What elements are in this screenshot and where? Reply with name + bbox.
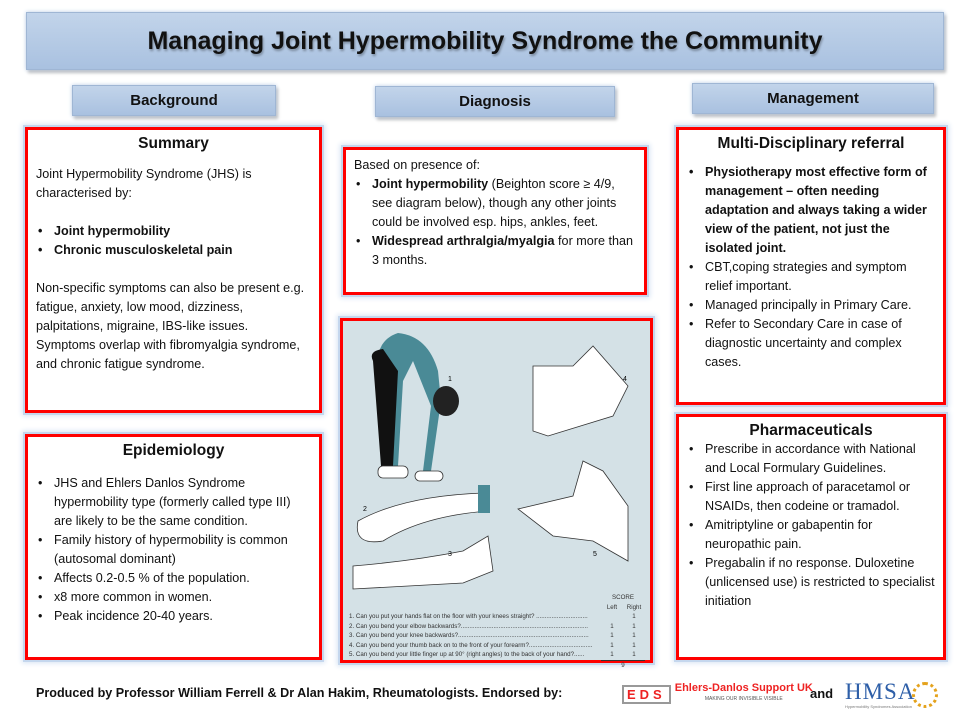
bullet-text: for more than 3 months. xyxy=(372,234,633,267)
beighton-figures xyxy=(343,321,650,591)
score-left: 1 xyxy=(610,651,614,658)
epi-bullet: • x8 more common in women. xyxy=(36,588,311,607)
epi-bullet: • Affects 0.2-0.5 % of the population. xyxy=(36,569,311,588)
summary-heading: Summary xyxy=(138,135,209,152)
epi-bullet: • JHS and Ehlers Danlos Syndrome hypermobility type (formerly called type III) are likely to be the same condition. xyxy=(36,474,311,531)
score-right: 1 xyxy=(632,641,636,649)
beighton-score-table xyxy=(349,593,645,670)
score-question: 4. Can you bend your thumb back on to the front of your forearm?..................................... xyxy=(349,641,593,649)
footer-credits: Produced by Professor William Ferrell & Dr Alan Hakim, Rheumatologists. Endorsed by: xyxy=(36,686,563,700)
score-row xyxy=(349,641,645,651)
summary-para: Non-specific symptoms can also be present e.g. fatigue, anxiety, low mood, dizziness, palpitations, migraine, IBS-like issues. xyxy=(36,281,305,333)
epidemiology-heading: Epidemiology xyxy=(122,442,225,459)
score-label: SCORE xyxy=(611,594,634,601)
eds-logo-mark: EDS xyxy=(622,685,671,704)
figure-label: 3 xyxy=(448,551,452,558)
mdt-heading: Multi-Disciplinary referral xyxy=(717,135,905,152)
epidemiology-panel xyxy=(25,434,322,660)
mdt-bullet: • Managed principally in Primary Care. xyxy=(687,296,935,315)
beighton-illustration xyxy=(343,321,650,669)
score-question: 2. Can you bend your elbow backwards?.......................................................................... xyxy=(349,622,588,630)
score-row xyxy=(349,650,645,660)
elbow-figure xyxy=(357,493,488,542)
mdt-bullet: • Physiotherapy most effective form of management – often needing adaptation and always taking a wider view of the patient, not just the isolated joint. xyxy=(687,163,935,258)
eds-tagline: MAKING OUR INVISIBLE VISIBLE xyxy=(704,696,783,702)
summary-intro: Joint Hypermobility Syndrome (JHS) is characterised by: xyxy=(36,167,252,200)
score-question: 3. Can you bend your knee backwards?............................................................................ xyxy=(349,632,589,639)
diagnosis-intro: Based on presence of: xyxy=(354,158,481,172)
score-row xyxy=(349,631,645,641)
page-title: Managing Joint Hypermobility Syndrome the Community xyxy=(26,12,944,70)
pharma-bullet: • First line approach of paracetamol or NSAIDs, then codeine or tramadol. xyxy=(687,478,935,516)
epi-bullet: • Family history of hypermobility is common (autosomal dominant) xyxy=(36,531,311,569)
hmsa-subtitle: Hypermobility Syndromes Association xyxy=(845,704,912,709)
pharma-bullet: • Prescribe in accordance with National and Local Formulary Guidelines. xyxy=(687,440,935,478)
hmsa-people-icon xyxy=(912,682,938,708)
figure-label: 5 xyxy=(593,551,597,558)
section-background: Background xyxy=(72,85,276,116)
eds-logo xyxy=(622,683,813,705)
summary-panel xyxy=(25,127,322,413)
score-row xyxy=(349,612,645,622)
figure-hair xyxy=(433,386,459,416)
bullet-bold: Joint hypermobility xyxy=(372,177,489,191)
mdt-panel xyxy=(676,127,946,405)
mdt-bullet: • Refer to Secondary Care in case of diagnostic uncertainty and complex cases. xyxy=(687,315,935,372)
score-question: 5. Can you bend your little finger up at 90° (right angles) to the back of your hand?...... xyxy=(349,651,585,658)
thumb-figure xyxy=(533,346,628,436)
score-left: 1 xyxy=(610,622,614,630)
right-label: Right xyxy=(626,603,642,611)
score-left xyxy=(601,612,623,622)
eds-name: Ehlers-Danlos Support UK xyxy=(674,682,813,694)
section-management: Management xyxy=(692,83,934,114)
summary-bullet: • Chronic musculoskeletal pain xyxy=(36,241,311,260)
pharma-bullet: • Amitriptyline or gabapentin for neuropathic pain. xyxy=(687,516,935,554)
figure-label: 1 xyxy=(448,376,452,383)
epi-bullet: • Peak incidence 20-40 years. xyxy=(36,607,311,626)
pharma-panel xyxy=(676,414,946,660)
finger-figure xyxy=(518,461,628,561)
diagnosis-bullet xyxy=(354,175,636,232)
hmsa-logo xyxy=(845,680,915,709)
figure-label: 4 xyxy=(623,376,627,383)
summary-para: Symptoms overlap with fibromyalgia syndrome, and chronic fatigue syndrome. xyxy=(36,338,300,371)
footer-and: and xyxy=(810,686,834,701)
left-label: Left xyxy=(606,603,618,611)
section-diagnosis: Diagnosis xyxy=(375,86,615,117)
score-question: 1. Can you put your hands flat on the floor with your knees straight? .............................. xyxy=(349,613,588,620)
hmsa-logo-text: HMSA xyxy=(845,679,916,704)
diagnosis-bullet xyxy=(354,232,636,270)
score-row xyxy=(349,622,645,632)
figure-label: 2 xyxy=(363,506,367,513)
score-right: 1 xyxy=(632,632,636,639)
pharma-heading: Pharmaceuticals xyxy=(749,422,873,439)
pharma-bullet: • Pregabalin if no response. Duloxetine (unlicensed use) is restricted to specialist initiation xyxy=(687,554,935,611)
diagnosis-panel xyxy=(343,147,647,295)
score-left: 1 xyxy=(610,632,614,639)
score-total: 9 xyxy=(601,660,645,671)
score-left: 1 xyxy=(610,641,614,649)
score-right: 1 xyxy=(632,651,636,658)
knee-figure xyxy=(353,536,493,589)
summary-bullet: • Joint hypermobility xyxy=(36,222,311,241)
mdt-bullet: • CBT,coping strategies and symptom relief important. xyxy=(687,258,935,296)
bullet-bold: Widespread arthralgia/myalgia xyxy=(372,234,555,248)
score-right: 1 xyxy=(632,613,636,620)
score-right: 1 xyxy=(632,622,636,630)
bullet-text: (Beighton score ≥ 4/9, see diagram below), though any other joints could be involved esp. hips, ankles, feet. xyxy=(372,177,617,229)
